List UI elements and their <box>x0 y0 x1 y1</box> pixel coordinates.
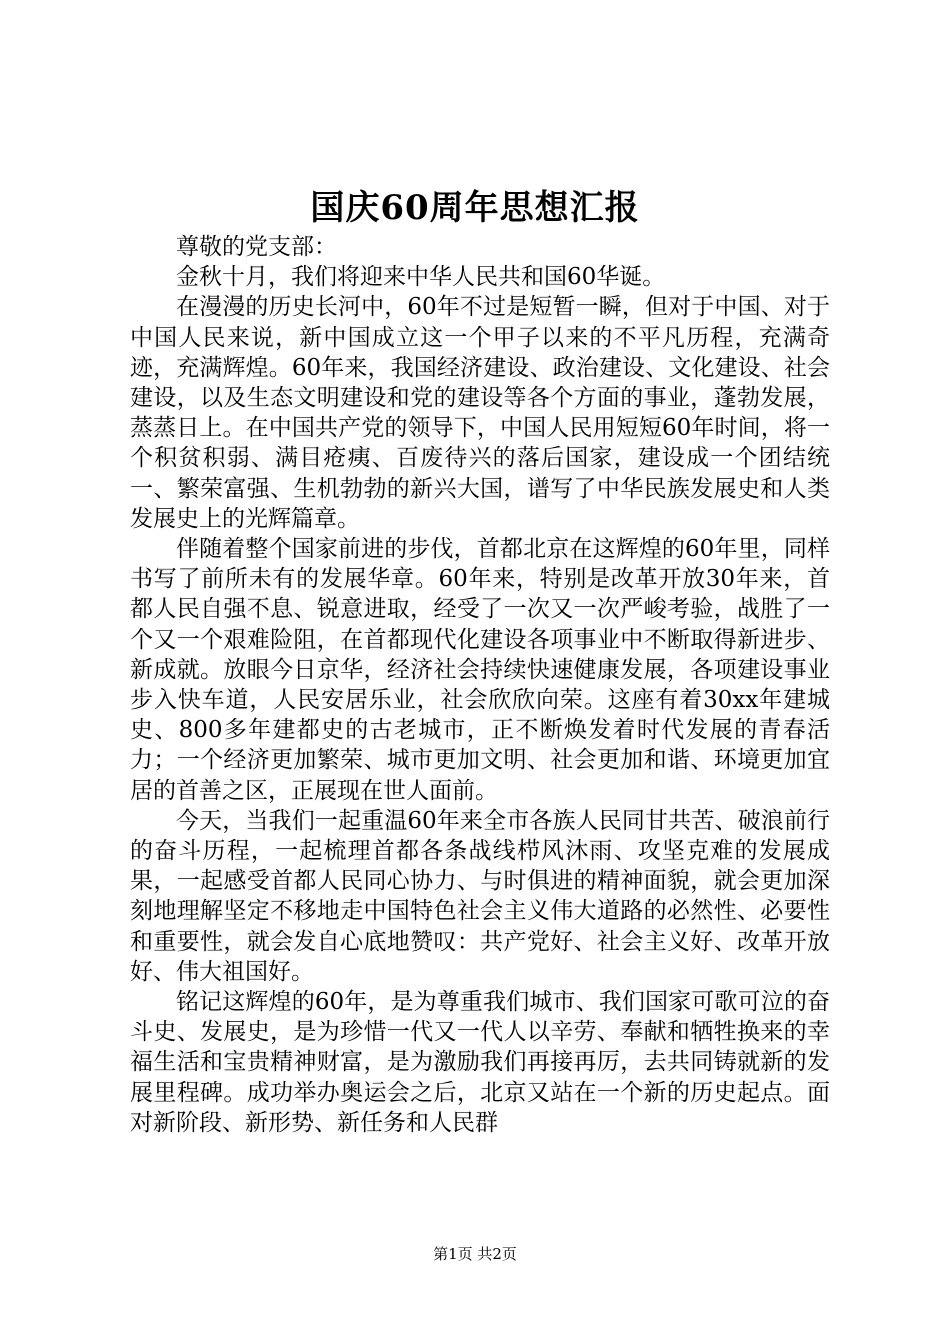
paragraph: 金秋十月，我们将迎来中华人民共和国60华诞。 <box>176 264 666 291</box>
paragraph: 今天，当我们一起重温60年来全市各族人民同甘共苦、破浪前行的奋斗历程，一起梳理首都各条战线栉风沐雨、攻坚克难的发展成果，一起感受首都人民同心协力、与时俱进的精神面貌，就会更加深刻地理解坚定不移地走中国特色社会主义伟大道路的必然性、必要性和重要性，就会发自心底地赞叹：共产党好、社会主义好、改革开放好、伟大祖国好。 <box>130 807 830 985</box>
document-title: 国庆60周年思想汇报 <box>310 188 640 228</box>
paragraph: 在漫漫的历史长河中，60年不过是短暂一瞬，但对于中国、对于中国人民来说，新中国成立这一个甲子以来的不平凡历程，充满奇迹，充满辉煌。60年来，我国经济建设、政治建设、文化建设、社会建设，以及生态文明建设和党的建设等各个方面的事业，蓬勃发展，蒸蒸日上。在中国共产党的领导下，中国人民用短短60年时间，将一个积贫积弱、满目疮痍、百废待兴的落后国家，建设成一个团结统一、繁荣富强、生机勃勃的新兴大国，谱写了中华民族发展史和人类发展史上的光辉篇章。 <box>130 294 830 532</box>
document-body <box>130 232 830 1138</box>
paragraph: 铭记这辉煌的60年，是为尊重我们城市、我们国家可歌可泣的奋斗史、发展史，是为珍惜一代又一代人以辛劳、奉献和牺牲换来的幸福生活和宝贵精神财富，是为激励我们再接再厉，去共同铸就新的发展里程碑。成功举办奥运会之后，北京又站在一个新的历史起点。面对新阶段、新形势、新任务和人民群 <box>130 989 830 1136</box>
salutation: 尊敬的党支部： <box>176 234 337 260</box>
page-number-footer: 第1页 共2页 <box>433 1245 517 1263</box>
paragraph: 伴随着整个国家前进的步伐，首都北京在这辉煌的60年里，同样书写了前所未有的发展华章。60年来，特别是改革开放30年来，首都人民自强不息、锐意进取，经受了一次又一次严峻考验，战胜了一个又一个艰难险阻，在首都现代化建设各项事业中不断取得新进步、新成就。放眼今日京华，经济社会持续快速健康发展，各项建设事业步入快车道，人民安居乐业，社会欣欣向荣。这座有着30xx年建城史、800多年建都史的古老城市，正不断焕发着时代发展的青春活力；一个经济更加繁荣、城市更加文明、社会更加和谐、环境更加宜居的首善之区，正展现在世人面前。 <box>130 536 830 804</box>
